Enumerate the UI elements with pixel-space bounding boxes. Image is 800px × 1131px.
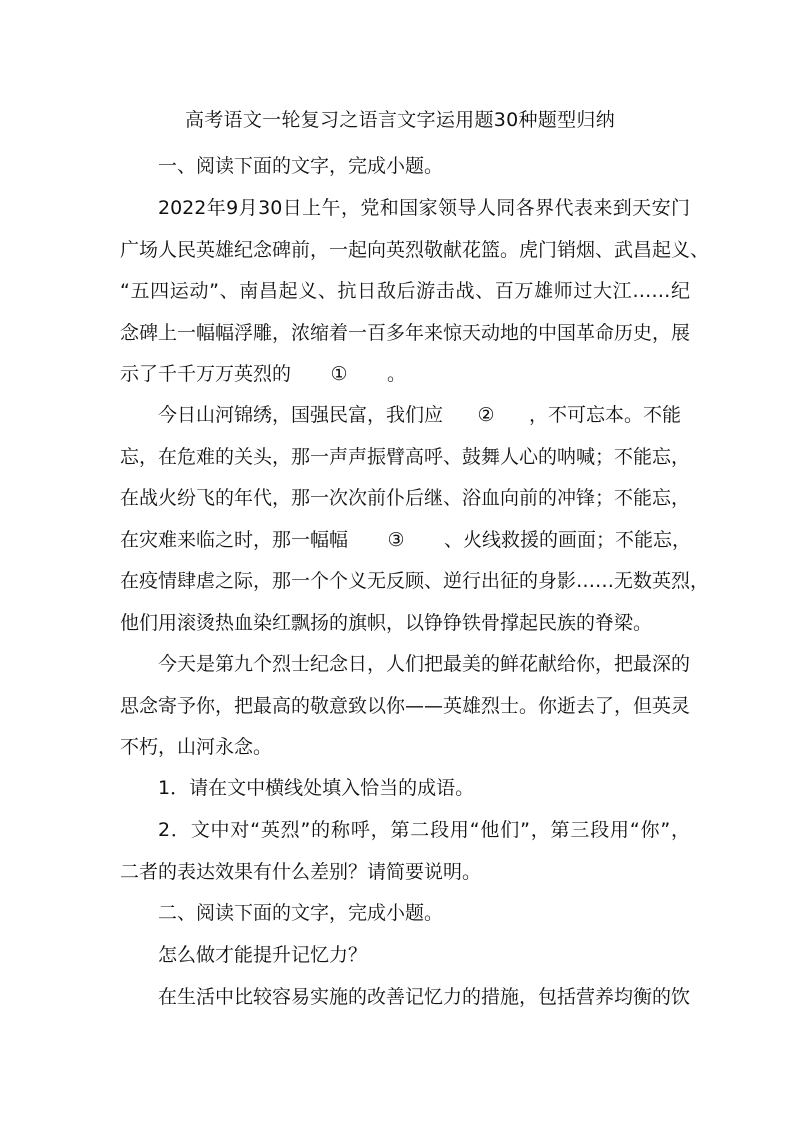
paragraph-text: 示了千千万万英烈的 — [120, 363, 292, 386]
blank-3: ③ — [387, 528, 405, 551]
paragraph-line — [120, 354, 690, 396]
question-1-block — [120, 768, 690, 810]
paragraph-line: 今天是第九个烈士纪念日，人们把最美的鲜花献给你，把最深的 — [158, 653, 691, 675]
section2-paragraph-1 — [120, 977, 690, 1019]
section2-subheading: 怎么做才能提升记忆力？ — [158, 944, 368, 966]
paragraph-line: 在战火纷飞的年代，那一次次前仆后继、浴血向前的冲锋；不能忘， — [120, 487, 691, 510]
paragraph-line: 在生活中比较容易实施的改善记忆力的措施，包括营养均衡的饮 — [158, 986, 691, 1008]
blank-2: ② — [477, 404, 495, 426]
section2-heading-block — [120, 893, 690, 935]
section1-paragraph-3 — [120, 644, 690, 769]
paragraph-line — [120, 395, 690, 437]
paragraph-text: 。 — [387, 363, 407, 386]
paragraph-line: “五四运动”、南昌起义、抗日敌后游击战、百万雄师过大江……纪 — [120, 280, 690, 303]
paragraph-text: 、火线救援的画面；不能忘， — [444, 528, 692, 551]
section2-heading: 二、阅读下面的文字，完成小题。 — [158, 902, 444, 924]
paragraph-text: ，不可忘本。不能 — [529, 404, 682, 426]
question-1: 1．请在文中横线处填入恰当的成语。 — [158, 777, 475, 799]
paragraph-line: 忘，在危难的关头，那一声声振臂高呼、鼓舞人心的呐喊；不能忘， — [120, 445, 691, 468]
question-2-block — [120, 810, 690, 893]
paragraph-line: 在疫情肆虐之际，那一个个义无反顾、逆行出征的身影……无数英烈， — [120, 570, 710, 593]
paragraph-line — [120, 520, 690, 562]
section1-heading-block — [120, 146, 690, 188]
blank-1: ① — [330, 363, 348, 386]
paragraph-text: 今日山河锦绣，国强民富，我们应 — [158, 404, 444, 426]
question-2-line: 2．文中对“英烈”的称呼，第二段用“他们”，第三段用“你”， — [158, 819, 690, 841]
section2-subheading-block — [120, 935, 690, 977]
section1-paragraph-2 — [120, 395, 710, 645]
paragraph-line: 他们用滚烫热血染红飘扬的旗帜，以铮铮铁骨撑起民族的脊梁。 — [120, 611, 653, 634]
section1-heading: 一、阅读下面的文字，完成小题。 — [158, 155, 444, 177]
question-2-line: 二者的表达效果有什么差别？请简要说明。 — [120, 860, 482, 883]
paragraph-line: 念碑上一幅幅浮雕，浓缩着一百多年来惊天动地的中国革命历史，展 — [120, 321, 691, 344]
section1-paragraph-1 — [120, 188, 710, 396]
paragraph-line: 思念寄予你，把最高的敬意致以你——英雄烈士。你逝去了，但英灵 — [120, 694, 691, 717]
paragraph-text: 在灾难来临之时，那一幅幅 — [120, 528, 349, 551]
paragraph-line: 广场人民英雄纪念碑前，一起向英烈敬献花篮。虎门销烟、武昌起义、 — [120, 238, 710, 261]
paragraph-line: 不朽，山河永念。 — [120, 736, 273, 759]
document-title: 高考语文一轮复习之语言文字运用题30种题型归纳 — [184, 109, 616, 131]
paragraph-line: 2022年9月30日上午，党和国家领导人同各界代表来到天安门 — [158, 197, 690, 219]
